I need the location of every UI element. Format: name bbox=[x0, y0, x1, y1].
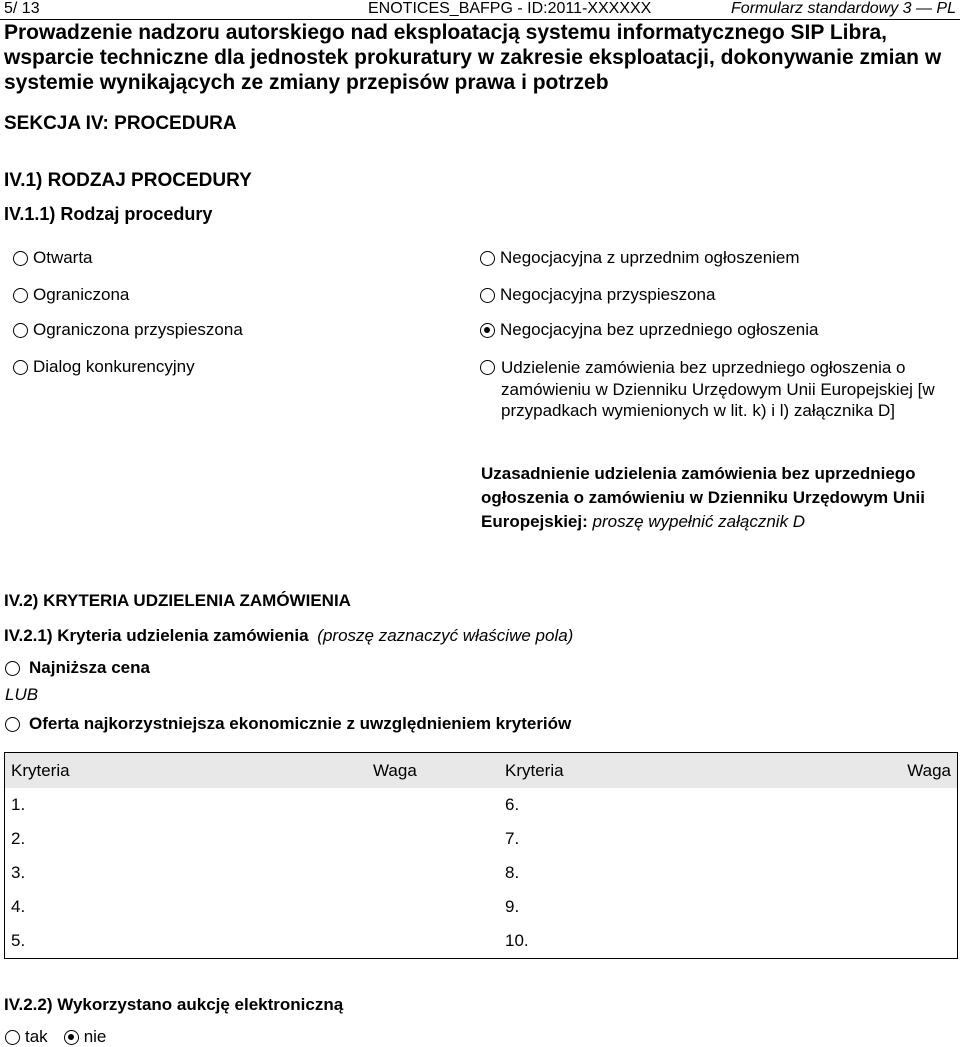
option-dialog-konkurencyjny[interactable] bbox=[13, 357, 195, 377]
table-cell bbox=[367, 822, 499, 856]
table-cell bbox=[861, 890, 958, 924]
option-label: Dialog konkurencyjny bbox=[33, 357, 195, 376]
table-cell: 5. bbox=[11, 931, 26, 950]
option-label: Ograniczona przyspieszona bbox=[33, 320, 243, 339]
auction-subheading: IV.2.2) Wykorzystano aukcję elektroniczną bbox=[4, 995, 344, 1014]
option-negocjacyjna-przyspieszona[interactable] bbox=[480, 285, 715, 305]
option-label: Negocjacyjna z uprzednim ogłoszeniem bbox=[500, 248, 800, 267]
table-cell: 3. bbox=[11, 863, 26, 882]
table-cell bbox=[367, 924, 499, 959]
or-label: LUB bbox=[5, 685, 39, 704]
option-label: Udzielenie zamówienia bez uprzedniego ogłoszenia o zamówieniu w Dzienniku Urzędowym Unii Europejskiej [w przypadkach wymienionych w lit. k) i l) załącznika D] bbox=[501, 358, 935, 420]
justification-note: proszę wypełnić załącznik D bbox=[592, 512, 806, 531]
table-cell: 9. bbox=[505, 897, 520, 916]
table-cell bbox=[367, 856, 499, 890]
auction-options bbox=[5, 1027, 106, 1047]
option-label: tak bbox=[25, 1027, 48, 1046]
table-cell bbox=[861, 822, 958, 856]
option-label: Ograniczona bbox=[33, 285, 130, 304]
table-cell: 2. bbox=[11, 829, 26, 848]
page-number: 5/ 13 bbox=[4, 0, 40, 17]
radio-icon[interactable] bbox=[5, 661, 20, 676]
table-row bbox=[5, 788, 958, 822]
justification bbox=[481, 462, 951, 534]
procedure-heading: IV.1) RODZAJ PROCEDURY bbox=[4, 170, 252, 191]
running-header bbox=[0, 0, 960, 18]
table-header-cell: Waga bbox=[861, 753, 958, 789]
radio-icon[interactable] bbox=[13, 360, 28, 375]
radio-icon[interactable] bbox=[480, 251, 495, 266]
table-header-cell: Kryteria bbox=[499, 753, 861, 789]
radio-icon[interactable] bbox=[13, 251, 28, 266]
table-cell: 7. bbox=[505, 829, 520, 848]
justification-label: Uzasadnienie udzielenia zamówienia bez uprzedniego ogłoszenia o zamówieniu w Dzienniku Urzędowym Unii Europejskiej: bbox=[481, 464, 925, 531]
option-label: Najniższa cena bbox=[29, 658, 150, 677]
criteria-subheading: IV.2.1) Kryteria udzielenia zamówienia bbox=[4, 626, 309, 645]
criteria-table bbox=[4, 752, 958, 959]
radio-icon[interactable] bbox=[13, 288, 28, 303]
option-label: Negocjacyjna bez uprzedniego ogłoszenia bbox=[500, 320, 819, 339]
option-label: Oferta najkorzystniejsza ekonomicznie z uwzględnieniem kryteriów bbox=[29, 714, 572, 733]
criteria-subheading-row bbox=[4, 626, 573, 646]
table-row bbox=[5, 890, 958, 924]
table-row bbox=[5, 856, 958, 890]
criteria-heading: IV.2) KRYTERIA UDZIELENIA ZAMÓWIENIA bbox=[4, 591, 351, 610]
option-label: nie bbox=[83, 1027, 107, 1046]
table-header-cell: Waga bbox=[367, 753, 499, 789]
table-cell bbox=[367, 890, 499, 924]
table-cell bbox=[367, 788, 499, 822]
option-ograniczona[interactable] bbox=[13, 285, 129, 305]
option-udzielenie-bez-ogloszenia[interactable] bbox=[480, 357, 955, 422]
radio-icon[interactable] bbox=[5, 1030, 20, 1045]
table-header-cell: Kryteria bbox=[5, 753, 368, 789]
procedure-subheading: IV.1.1) Rodzaj procedury bbox=[4, 204, 213, 224]
table-header-row bbox=[5, 753, 958, 789]
radio-selected-icon[interactable] bbox=[64, 1030, 79, 1045]
option-negocjacyjna-z-ogloszeniem[interactable] bbox=[480, 248, 800, 268]
option-otwarta[interactable] bbox=[13, 248, 93, 268]
radio-icon[interactable] bbox=[480, 360, 495, 375]
option-negocjacyjna-bez-ogloszenia[interactable] bbox=[480, 320, 819, 340]
table-cell: 6. bbox=[505, 795, 520, 814]
table-cell bbox=[861, 856, 958, 890]
option-ograniczona-przyspieszona[interactable] bbox=[13, 320, 243, 340]
radio-selected-icon[interactable] bbox=[480, 323, 495, 338]
table-row bbox=[5, 924, 958, 959]
table-cell: 1. bbox=[11, 795, 26, 814]
option-label: Negocjacyjna przyspieszona bbox=[500, 285, 716, 304]
table-cell: 10. bbox=[505, 931, 529, 950]
table-cell: 4. bbox=[11, 897, 26, 916]
table-cell bbox=[861, 788, 958, 822]
radio-icon[interactable] bbox=[13, 323, 28, 338]
table-cell: 8. bbox=[505, 863, 520, 882]
section-heading: SEKCJA IV: PROCEDURA bbox=[4, 113, 237, 134]
table-cell bbox=[861, 924, 958, 959]
notice-title: Prowadzenie nadzoru autorskiego nad eksploatacją systemu informatycznego SIP Libra, wsparcie techniczne dla jednostek prokuratury w zakresie eksploatacji, dokonywanie zmian w systemie wynikających ze zmiany przepisów prawa i potrzeb bbox=[4, 21, 942, 94]
table-row bbox=[5, 822, 958, 856]
option-label: Otwarta bbox=[33, 248, 93, 267]
option-lowest-price[interactable] bbox=[5, 658, 150, 678]
radio-icon[interactable] bbox=[480, 288, 495, 303]
form-name: Formularz standardowy 3 — PL bbox=[731, 0, 956, 17]
radio-icon[interactable] bbox=[5, 717, 20, 732]
document-id: ENOTICES_BAFPG - ID:2011-XXXXXX bbox=[368, 0, 652, 17]
option-meat[interactable] bbox=[5, 714, 571, 734]
criteria-subheading-note: (proszę zaznaczyć właściwe pola) bbox=[317, 626, 574, 645]
